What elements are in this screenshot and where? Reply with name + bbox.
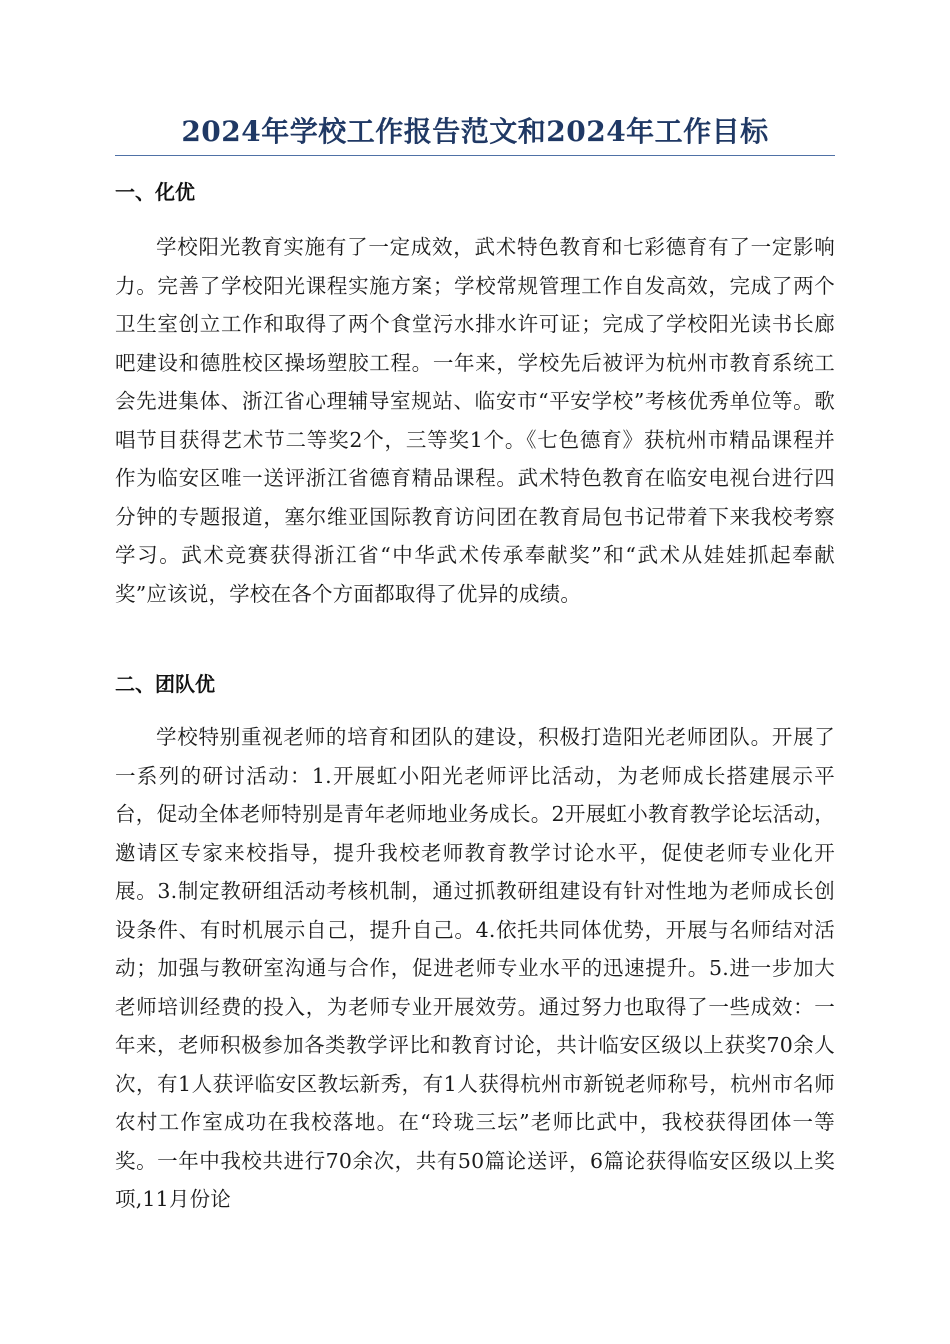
title-underline [115, 155, 835, 156]
section-heading-2: 二、团队优 [115, 672, 215, 696]
document-title: 2024年学校工作报告范文和2024年工作目标 [181, 115, 769, 148]
section-heading-1: 一、化优 [115, 180, 195, 204]
section-paragraph-1: 学校阳光教育实施有了一定成效，武术特色教育和七彩德育有了一定影响力。完善了学校阳光课程实施方案；学校常规管理工作自发高效，完成了两个卫生室创立工作和取得了两个食堂污水排水许可证；完成了学校阳光读书长廊吧建设和德胜校区操场塑胶工程。一年来，学校先后被评为杭州市教育系统工会先进集体、浙江省心理辅导室规站、临安市“平安学校”考核优秀单位等。歌唱节目获得艺术节二等奖2个，三等奖1个。《七色德育》获杭州市精品课程并作为临安区唯一送评浙江省德育精品课程。武术特色教育在临安电视台进行四分钟的专题报道，塞尔维亚国际教育访问团在教育局包书记带着下来我校考察学习。武术竞赛获得浙江省“中华武术传承奉献奖”和“武术从娃娃抓起奉献奖”应该说，学校在各个方面都取得了优异的成绩。 [115, 235, 835, 606]
section-paragraph-2: 学校特别重视老师的培育和团队的建设，积极打造阳光老师团队。开展了一系列的研讨活动：1.开展虹小阳光老师评比活动，为老师成长搭建展示平台，促动全体老师特别是青年老师地业务成长。2开展虹小教育教学论坛活动，邀请区专家来校指导，提升我校老师教育教学讨论水平，促使老师专业化开展。3.制定教研组活动考核机制，通过抓教研组建设有针对性地为老师成长创设条件、有时机展示自己，提升自己。4.依托共同体优势，开展与名师结对活动；加强与教研室沟通与合作，促进老师专业水平的迅速提升。5.进一步加大老师培训经费的投入，为老师专业开展效劳。通过努力也取得了一些成效：一年来，老师积极参加各类教学评比和教育讨论，共计临安区级以上获奖70余人次，有1人获评临安区教坛新秀，有1人获得杭州市新锐老师称号，杭州市名师农村工作室成功在我校落地。在“玲珑三坛”老师比武中，我校获得团体一等奖。一年中我校共进行70余次，共有50篇论送评，6篇论获得临安区级以上奖项,11月份论 [115, 725, 835, 1211]
